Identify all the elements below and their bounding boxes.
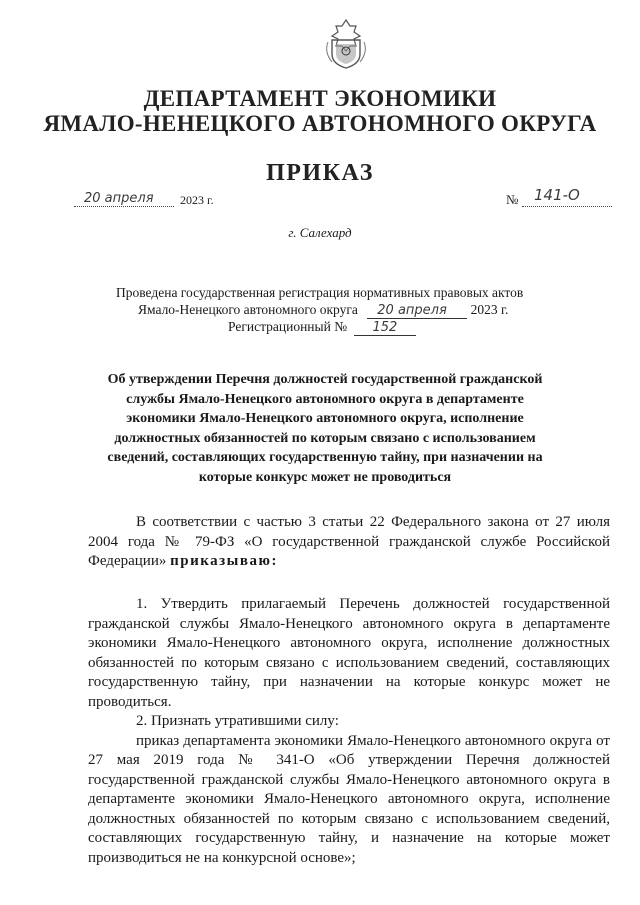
date-underline bbox=[74, 205, 174, 207]
registration-date-handwritten: 20 апреля bbox=[377, 303, 447, 318]
registration-line3 bbox=[228, 319, 416, 336]
registration-number-label: Регистрационный № bbox=[228, 319, 348, 334]
preamble-text: В соответствии с частью 3 статьи 22 Федерального закона от 27 июля 2004 года № 79-ФЗ «О государственной гражданской службе Российской Федерации» bbox=[88, 514, 610, 569]
order-heading: Об утверждении Перечня должностей государственной гражданской службы Ямало-Ненецкого автономного округа в департаменте экономики Ямало-Ненецкого автономного округа, исполнение должностных обязанностей по которым связано с использованием сведений, составляющих государственную тайну, при назначении на которые конкурс может не проводиться bbox=[107, 372, 543, 485]
items-block bbox=[88, 595, 610, 868]
order-word: приказываю: bbox=[170, 553, 278, 569]
document-type-title: ПРИКАЗ bbox=[266, 160, 374, 186]
registration-number-field bbox=[354, 319, 416, 336]
preamble-paragraph bbox=[88, 513, 610, 572]
handwritten-number: 141-О bbox=[534, 186, 580, 204]
registration-line1: Проведена государственная регистрация нормативных правовых актов bbox=[116, 285, 524, 300]
city-label: г. Салехард bbox=[288, 225, 352, 240]
registration-date-field bbox=[367, 302, 467, 319]
coat-of-arms-icon bbox=[322, 18, 370, 70]
item-1: 1. Утвердить прилагаемый Перечень должностей государственной гражданской службы Ямало-Ненецкого автономного округа в департаменте экономики Ямало-Ненецкого автономного округа, исполнение должностных обязанностей по которым связано с использованием сведений, составляющих государственную тайну, при назначении на которые конкурс может не проводиться. bbox=[88, 596, 610, 710]
registration-line2 bbox=[138, 302, 508, 319]
registration-number-handwritten: 152 bbox=[372, 320, 398, 335]
item-2-subitem: приказ департамента экономики Ямало-Ненецкого автономного округа от 27 мая 2019 года № 341-О «Об утверждении Перечня должностей государственной гражданской службы Ямало-Ненецкого автономного округа в департаменте экономики Ямало-Ненецкого автономного округа, исполнение должностных обязанностей по которым связано с использованием сведений, составляющих государственную тайну, и назначение на которые может производиться не на конкурсной основе»; bbox=[88, 732, 610, 866]
registration-line2-prefix: Ямало-Ненецкого автономного округа bbox=[138, 302, 358, 317]
registration-year: 2023 г. bbox=[470, 302, 509, 317]
item-2: 2. Признать утратившими силу: bbox=[136, 713, 339, 729]
department-name-line1: ДЕПАРТАМЕНТ ЭКОНОМИКИ bbox=[143, 86, 497, 111]
department-name-line2: ЯМАЛО-НЕНЕЦКОГО АВТОНОМНОГО ОКРУГА bbox=[43, 111, 597, 136]
number-underline bbox=[522, 205, 612, 207]
date-year: 2023 г. bbox=[180, 193, 214, 207]
number-label: № bbox=[506, 192, 519, 207]
handwritten-date: 20 апреля bbox=[84, 191, 154, 206]
